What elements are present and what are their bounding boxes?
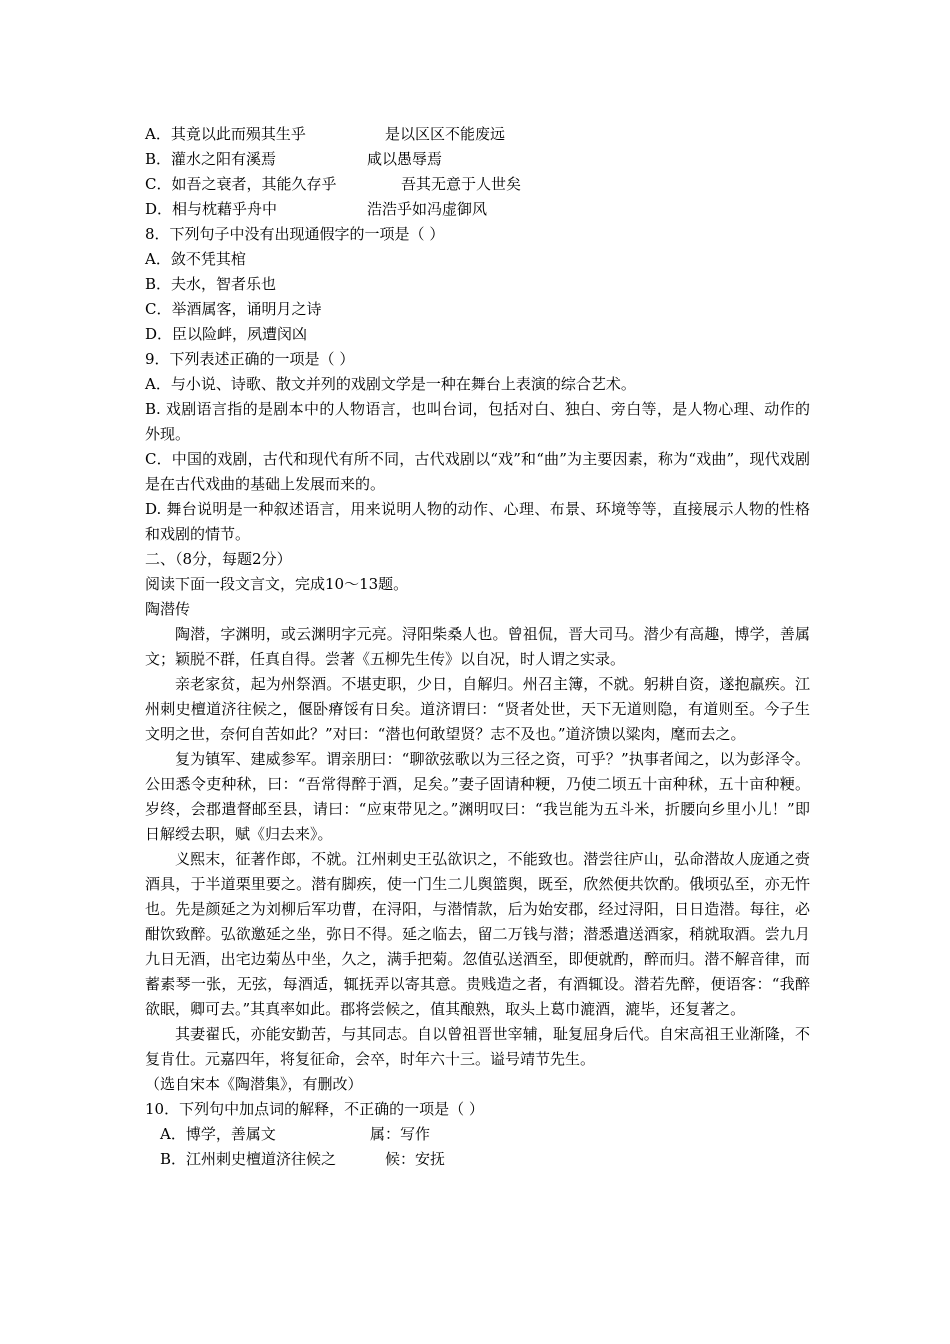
q8-stem: 8．下列句子中没有出现通假字的一项是（ ） xyxy=(145,225,445,243)
q8-option-a: A．敛不凭其棺 xyxy=(145,250,246,268)
section-heading: 二、（8分，每题2分） xyxy=(145,550,292,568)
q9-option-c: C．中国的戏剧，古代和现代有所不同，古代戏剧以“戏”和“曲”为主要因素，称为“戏曲”，现代戏剧是在古代戏曲的基础上发展而来的。 xyxy=(145,450,810,493)
q9-stem: 9．下列表述正确的一项是（ ） xyxy=(145,350,355,368)
passage-paragraph-3: 复为镇军、建威参军。谓亲朋曰：“聊欲弦歌以为三径之资，可乎？”执事者闻之，以为彭泽令。公田悉令吏种秫，曰：“吾常得醉于酒，足矣。”妻子固请种粳，乃使二顷五十亩种秫，五十亩种粳。岁终，会郡遣督邮至县，请曰：“应束带见之。”渊明叹曰：“我岂能为五斗米，折腰向乡里小儿！”即日解绶去职，赋《归去来》。 xyxy=(145,750,810,843)
passage-paragraph-1: 陶潜，字渊明，或云渊明字元亮。浔阳柴桑人也。曾祖侃，晋大司马。潜少有高趣，博学，善属文；颖脱不群，任真自得。尝著《五柳先生传》以自况，时人谓之实录。 xyxy=(145,625,810,668)
q10-option-a: A．博学，善属文 属：写作 xyxy=(160,1125,431,1143)
q8-option-c: C．举酒属客，诵明月之诗 xyxy=(145,300,322,318)
q7-option-c: C．如吾之衰者，其能久存乎 吾其无意于人世矣 xyxy=(145,175,522,193)
passage-paragraph-2: 亲老家贫，起为州祭酒。不堪吏职，少日，自解归。州召主簿，不就。躬耕自资，遂抱羸疾。江州刺史檀道济往候之，偃卧瘠馁有日矣。道济谓曰：“贤者处世，天下无道则隐，有道则至。今子生文明之世，奈何自苦如此？”对曰：“潜也何敢望贤？志不及也。”道济馈以粱肉，麾而去之。 xyxy=(145,675,810,743)
passage-source: （选自宋本《陶潜集》，有删改） xyxy=(145,1075,363,1093)
q9-option-b: B. 戏剧语言指的是剧本中的人物语言，也叫台词，包括对白、独白、旁白等，是人物心理、动作的外现。 xyxy=(145,400,810,443)
passage-paragraph-5: 其妻翟氏，亦能安勤苦，与其同志。自以曾祖晋世宰辅，耻复屈身后代。自宋高祖王业渐隆，不复肯仕。元嘉四年，将复征命，会卒，时年六十三。谥号靖节先生。 xyxy=(145,1025,810,1068)
q10-option-b: B．江州刺史檀道济往候之 候：安抚 xyxy=(160,1150,446,1168)
q10-stem: 10．下列句中加点词的解释，不正确的一项是（ ） xyxy=(145,1100,484,1118)
q7-option-a: A．其竟以此而殒其生乎 是以区区不能废远 xyxy=(145,125,506,143)
q7-option-d: D．相与枕藉乎舟中 浩浩乎如冯虚御风 xyxy=(145,200,488,218)
passage-paragraph-4: 义熙末，征著作郎，不就。江州刺史王弘欲识之，不能致也。潜尝往庐山，弘命潜故人庞通之赍酒具，于半道栗里要之。潜有脚疾，使一门生二儿舆篮舆，既至，欣然便共饮酌。俄顷弘至，亦无忤也。先是颜延之为刘柳后军功曹，在浔阳，与潜情款，后为始安郡，经过浔阳，日日造潜。每往，必酣饮致醉。弘欲邀延之坐，弥日不得。延之临去，留二万钱与潜；潜悉遣送酒家，稍就取酒。尝九月九日无酒，出宅边菊丛中坐，久之，满手把菊。忽值弘送酒至，即便就酌，醉而归。潜不解音律，而蓄素琴一张，无弦，每酒适，辄抚弄以寄其意。贵贱造之者，有酒辄设。潜若先醉，便语客：“我醉欲眠，卿可去。”其真率如此。郡将尝候之，值其酿熟，取头上葛巾漉酒，漉毕，还复著之。 xyxy=(145,850,810,1018)
q9-option-d: D. 舞台说明是一种叙述语言，用来说明人物的动作、心理、布景、环境等等，直接展示人物的性格和戏剧的情节。 xyxy=(145,500,810,543)
q8-option-d: D．臣以险衅，夙遭闵凶 xyxy=(145,325,308,343)
passage-title: 陶潜传 xyxy=(145,600,191,618)
q8-option-b: B．夫水，智者乐也 xyxy=(145,275,277,293)
q7-option-b: B．灌水之阳有溪焉 咸以愚辱焉 xyxy=(145,150,443,168)
reading-instruction: 阅读下面一段文言文，完成10～13题。 xyxy=(145,575,409,593)
q9-option-a: A．与小说、诗歌、散文并列的戏剧文学是一种在舞台上表演的综合艺术。 xyxy=(145,375,636,393)
document-page xyxy=(145,122,810,1172)
